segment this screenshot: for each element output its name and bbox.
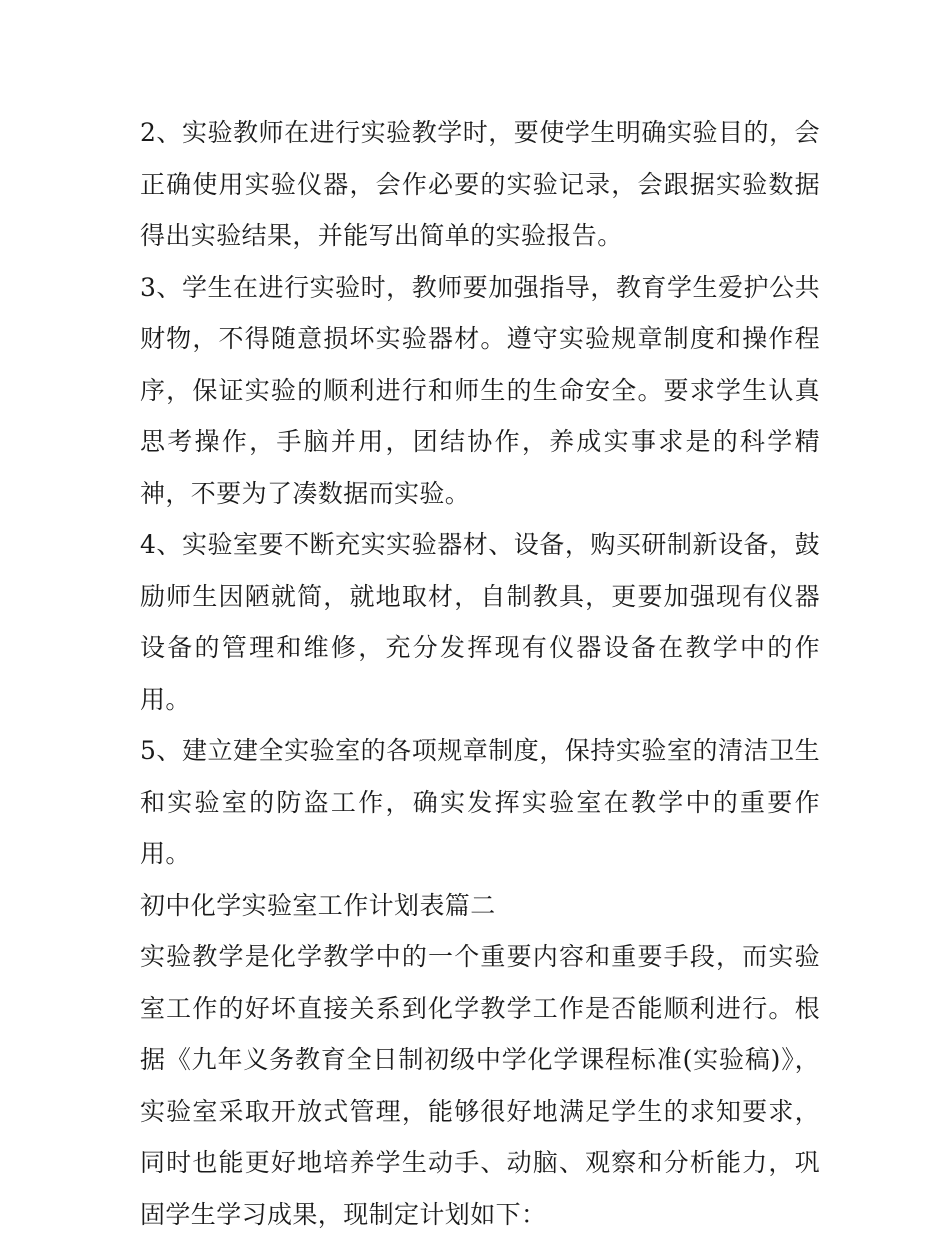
paragraph-item-2: 2、实验教师在进行实验教学时，要使学生明确实验目的，会正确使用实验仪器，会作必要的实验记录，会跟据实验数据得出实验结果，并能写出简单的实验报告。 <box>140 118 820 250</box>
paragraph-item-5: 5、建立建全实验室的各项规章制度，保持实验室的清洁卫生和实验室的防盗工作，确实发挥实验室在教学中的重要作用。 <box>140 736 820 868</box>
paragraph-item-3: 3、学生在进行实验时，教师要加强指导，教育学生爱护公共财物，不得随意损坏实验器材。遵守实验规章制度和操作程序，保证实验的顺利进行和师生的生命安全。要求学生认真思考操作，手脑并用，团结协作，养成实事求是的科学精神，不要为了凑数据而实验。 <box>140 272 820 508</box>
paragraph-item-4: 4、实验室要不断充实实验器材、设备，购买研制新设备，鼓励师生因陋就简，就地取材，自制教具，更要加强现有仪器设备的管理和维修，充分发挥现有仪器设备在教学中的作用。 <box>140 530 820 714</box>
document-body <box>140 107 820 1240</box>
paragraph-intro: 实验教学是化学教学中的一个重要内容和重要手段，而实验室工作的好坏直接关系到化学教学工作是否能顺利进行。根据《九年义务教育全日制初级中学化学课程标准(实验稿)》，实验室采取开放式管理，能够很好地满足学生的求知要求，同时也能更好地培养学生动手、动脑、观察和分析能力，巩固学生学习成果，现制定计划如下： <box>140 942 820 1229</box>
section-title: 初中化学实验室工作计划表篇二 <box>140 890 496 920</box>
